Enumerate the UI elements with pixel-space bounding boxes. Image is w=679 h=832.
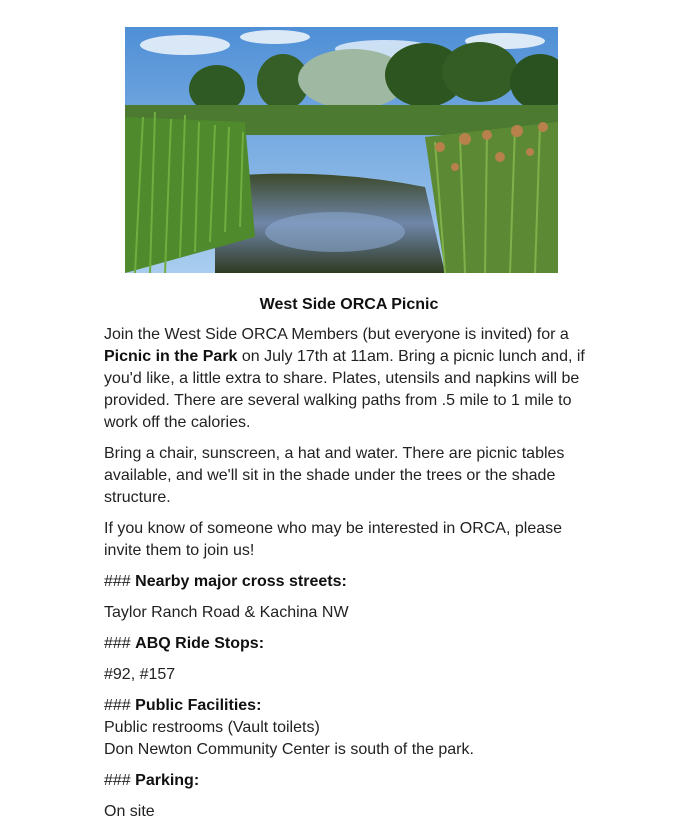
parking-heading	[104, 770, 594, 792]
facilities-text	[104, 717, 594, 761]
heading-prefix: ###	[104, 635, 136, 652]
post-title: West Side ORCA Picnic	[259, 296, 439, 313]
facilities-heading	[104, 695, 594, 717]
facilities-line-restrooms: Public restrooms (Vault toilets)	[104, 719, 320, 736]
ride-stops-heading	[104, 633, 594, 655]
post-body	[104, 294, 594, 832]
parking-text: On site	[104, 803, 155, 820]
cross-streets-text: Taylor Ranch Road & Kachina NW	[104, 604, 349, 621]
cross-streets-heading	[104, 571, 594, 593]
heading-prefix: ###	[104, 697, 136, 714]
ride-stops-text: #92, #157	[104, 666, 176, 683]
intro-text-start: Join the West Side ORCA Members (but everyone is invited) for a	[104, 326, 569, 343]
facilities-line-community-center: Don Newton Community Center is south of the park.	[104, 741, 474, 758]
park-pond-photo	[125, 27, 558, 273]
bring-paragraph: Bring a chair, sunscreen, a hat and water. There are picnic tables available, and we'll sit in the shade under the trees or the shade structure.	[104, 445, 565, 506]
heading-prefix: ###	[104, 772, 136, 789]
invite-paragraph: If you know of someone who may be interested in ORCA, please invite them to join us!	[104, 520, 563, 559]
heading-text: Public Facilities:	[135, 697, 262, 714]
heading-text: Nearby major cross streets:	[135, 573, 347, 590]
heading-text: ABQ Ride Stops:	[135, 635, 265, 652]
heading-text: Parking:	[135, 772, 200, 789]
intro-paragraph	[104, 324, 594, 434]
photo-illustration	[125, 27, 558, 273]
heading-prefix: ###	[104, 573, 136, 590]
picnic-in-the-park-emphasis: Picnic in the Park	[104, 348, 238, 365]
intro-text-end: on July 17th at 11am. Bring a picnic lunch and, if you'd like, a little extra to share. Plates, utensils and napkins will be provided. There are several walking paths from .5 mile to 1 mile to work off the calories.	[104, 348, 585, 431]
